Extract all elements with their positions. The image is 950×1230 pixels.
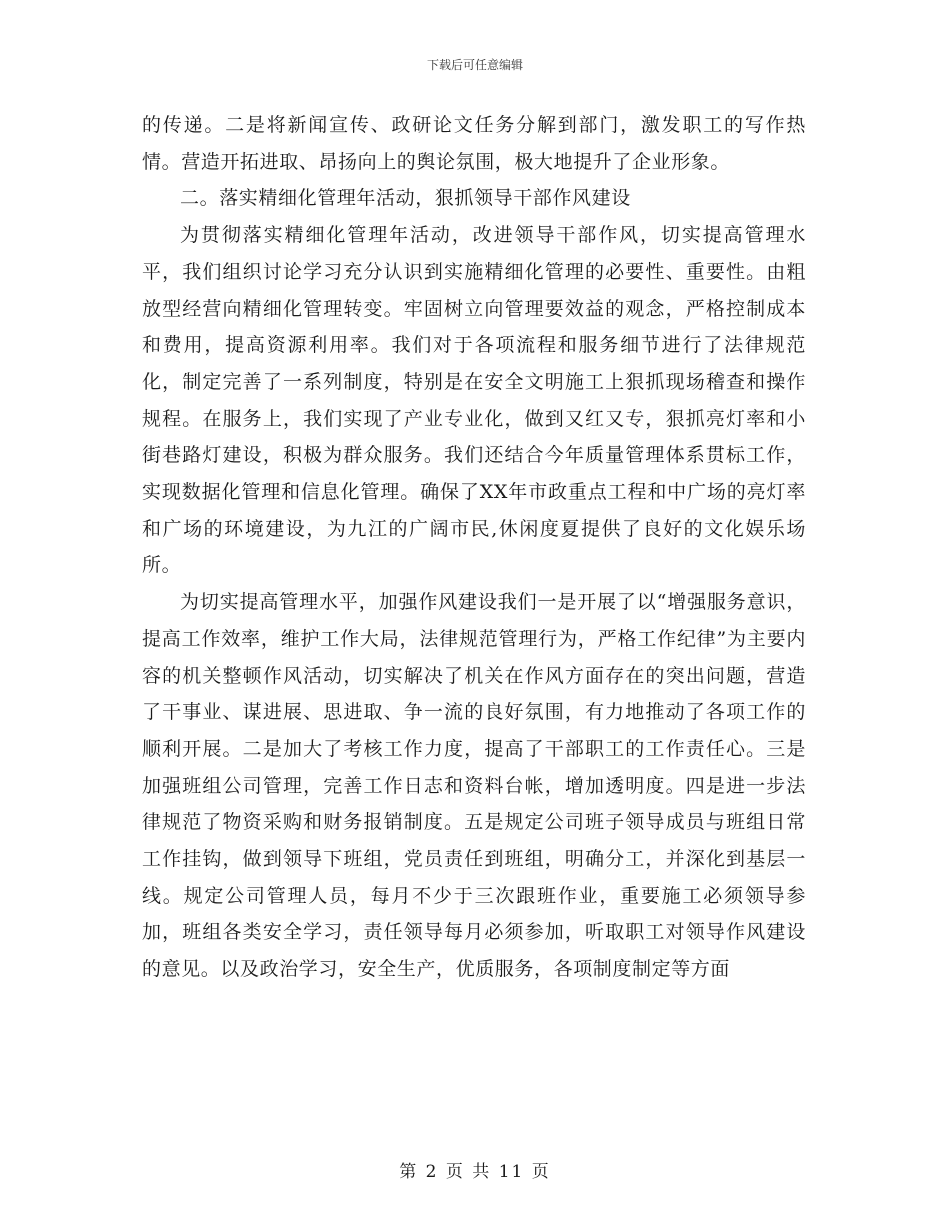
page-header: 下载后可任意编辑 (426, 58, 523, 72)
page-number: 第 2 页 共 11 页 (399, 1162, 551, 1182)
paragraph-refined-management: 为贯彻落实精细化管理年活动，改进领导干部作风，切实提高管理水平，我们组织讨论学习充分认识到实施精细化管理的必要性、重要性。由粗放型经营向精细化管理转变。牢固树立向管理要效益的观念，严格控制成本和费用，提高资源利用率。我们对于各项流程和服务细节进行了法律规范化，制定完善了一系列制度，特别是在安全文明施工上狠抓现场稽查和操作规程。在服务上，我们实现了产业专业化，做到又红又专，狠抓亮灯率和小街巷路灯建设，积极为群众服务。我们还结合今年质量管理体系贯标工作，实现数据化管理和信息化管理。确保了XX年市政重点工程和中广场的亮灯率和广场的环境建设，为九江的广阔市民,休闲度夏提供了良好的文化娱乐场所。 (142, 224, 806, 577)
paragraph-continuation: 的传递。二是将新闻宣传、政研论文任务分解到部门，激发职工的写作热情。营造开拓进取、昂扬向上的舆论氛围，极大地提升了企业形象。 (142, 114, 806, 173)
section-heading: 二。落实精细化管理年活动，狠抓领导干部作风建设 (180, 187, 631, 210)
paragraph-work-style: 为切实提高管理水平，加强作风建设我们一是开展了以“增强服务意识，提高工作效率，维护工作大局，法律规范管理行为，严格工作纪律”为主要内容的机关整顿作风活动，切实解决了机关在作风方面存在的突出问题，营造了干事业、谋进展、思进取、争一流的良好氛围，有力地推动了各项工作的顺利开展。二是加大了考核工作力度，提高了干部职工的工作责任心。三是加强班组公司管理，完善工作日志和资料台帐，增加透明度。四是进一步法律规范了物资采购和财务报销制度。五是规定公司班子领导成员与班组日常工作挂钩，做到领导下班组，党员责任到班组，明确分工，并深化到基层一线。规定公司管理人员，每月不少于三次跟班作业，重要施工必须领导参加，班组各类安全学习，责任领导每月必须参加，听取职工对领导作风建设的意见。以及政治学习，安全生产，优质服务，各项制度制定等方面 (142, 591, 806, 981)
document-body (142, 107, 806, 988)
